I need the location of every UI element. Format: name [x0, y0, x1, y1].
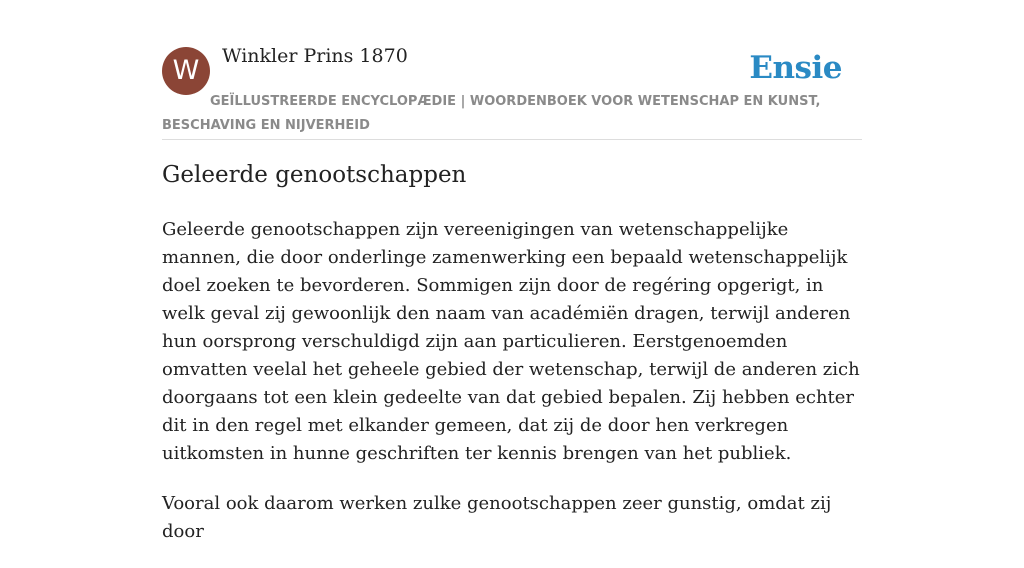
article-paragraph: Geleerde genootschappen zijn vereenigingen van wetenschappelijke mannen, die door onderlinge zamenwerking een bepaald wetenschappelijk doel zoeken te bevorderen. Sommigen zijn door de regéring opgerigt, in welk geval zij gewoonlijk den naam van académiën dragen, terwijl anderen hun oorsprong verschuldigd zijn aan particulieren. Eerstgenoemden omvatten veelal het geheele gebied der wetenschap, terwijl de anderen zich doorgaans tot een klein gedeelte van dat gebied bepalen. Zij hebben echter dit in den regel met elkander gemeen, dat zij de door hen verkregen uitkomsten in hunne geschriften ter kennis brengen van het publiek. [162, 219, 860, 464]
article-title: Geleerde genootschappen [162, 162, 467, 188]
header-divider [162, 139, 862, 140]
source-avatar[interactable]: W [162, 47, 210, 95]
article-paragraph: Vooral ook daarom werken zulke genootschappen zeer gunstig, omdat zij door [162, 493, 832, 542]
source-title-link[interactable]: Winkler Prins 1870 [222, 45, 408, 67]
ensie-logo[interactable]: Ensie [749, 50, 842, 86]
article-body [162, 216, 870, 568]
source-subtitle: GEÏLLUSTREERDE ENCYCLOPÆDIE | WOORDENBOEK VOOR WETENSCHAP EN KUNST, BESCHAVING EN NIJVERHEID [162, 94, 821, 133]
